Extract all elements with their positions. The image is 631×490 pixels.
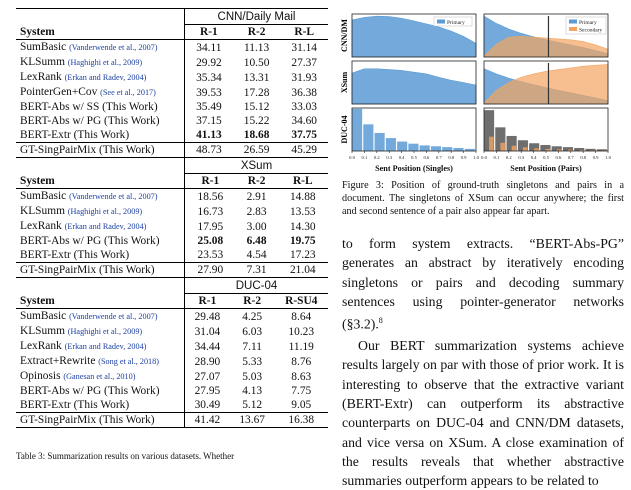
row-label: DUC-04 bbox=[340, 115, 349, 144]
score-cell: 34.60 bbox=[291, 115, 318, 127]
x-tick-label: 0.3 bbox=[518, 155, 525, 160]
system-cell bbox=[16, 354, 185, 369]
table-row bbox=[16, 324, 328, 339]
score-cell: 8.76 bbox=[291, 355, 312, 368]
system-name: KLSumm bbox=[20, 325, 65, 337]
metric-header: R-SU4 bbox=[275, 294, 329, 309]
x-tick-label: 0.1 bbox=[361, 155, 368, 160]
citation: (Haghighi et al., 2009) bbox=[67, 207, 143, 216]
score-cell: 19.75 bbox=[289, 235, 316, 247]
system-name: SumBasic bbox=[20, 190, 67, 202]
score-cell: 7.11 bbox=[242, 340, 262, 353]
system-cell bbox=[16, 70, 185, 85]
paragraph-1-text: to form system extracts. “BERT-Abs-PG” generates an abstract by iteratively encoding singletons or pairs and decoding summary sentences using pointer-generator networks (§3.2). bbox=[342, 236, 624, 332]
x-axis-label-singles: Sent Position (Singles) bbox=[375, 164, 453, 173]
gt-system: GT-SingPairMix (This Work) bbox=[16, 143, 185, 158]
gt-score: 26.59 bbox=[233, 143, 281, 158]
x-tick-label: 0.7 bbox=[435, 155, 442, 160]
metric-header: R-1 bbox=[185, 174, 236, 189]
score-cell: 29.48 bbox=[194, 310, 221, 323]
score-cell: 5.12 bbox=[230, 398, 275, 413]
score-cell: 2.83 bbox=[246, 205, 267, 218]
header-row bbox=[16, 25, 328, 40]
x-tick-label: 1.0 bbox=[605, 155, 611, 160]
score-cell: 27.07 bbox=[194, 370, 221, 383]
x-tick-label: 0.6 bbox=[423, 155, 430, 160]
body-text bbox=[342, 234, 624, 490]
metric-header: R-2 bbox=[236, 174, 278, 189]
system-cell bbox=[16, 55, 185, 70]
system-name: BERT-Abs w/ PG (This Work) bbox=[20, 235, 160, 247]
system-name: BERT-Abs w/ PG (This Work) bbox=[20, 115, 160, 127]
gt-score: 41.42 bbox=[185, 413, 230, 428]
score-cell: 2.91 bbox=[246, 190, 267, 203]
score-cell: 31.14 bbox=[291, 41, 318, 54]
system-cell bbox=[16, 100, 185, 114]
score-cell: 7.75 bbox=[291, 385, 312, 397]
histogram-bar bbox=[397, 142, 407, 151]
score-cell: 10.23 bbox=[288, 325, 315, 338]
score-cell: 37.75 bbox=[280, 128, 328, 143]
score-cell: 5.03 bbox=[242, 370, 263, 383]
system-name: LexRank bbox=[20, 220, 62, 232]
system-name: KLSumm bbox=[20, 205, 65, 217]
x-tick-label: 1.0 bbox=[473, 155, 479, 160]
score-cell: 13.31 bbox=[243, 71, 270, 84]
x-tick-label: 0.3 bbox=[386, 155, 393, 160]
score-cell: 27.95 bbox=[194, 385, 221, 397]
position-chart bbox=[338, 12, 625, 177]
table-row bbox=[16, 398, 328, 413]
score-cell: 17.23 bbox=[278, 248, 328, 263]
score-cell: 39.53 bbox=[196, 86, 222, 99]
gt-row bbox=[16, 143, 328, 158]
histogram-bar bbox=[442, 147, 452, 151]
score-cell: 9.05 bbox=[275, 398, 329, 413]
system-header: System bbox=[16, 174, 185, 189]
gt-score: 7.31 bbox=[236, 263, 278, 278]
score-cell: 3.00 bbox=[246, 220, 267, 233]
score-cell: 35.49 bbox=[196, 101, 222, 113]
system-cell bbox=[16, 234, 185, 248]
system-name: PointerGen+Cov bbox=[20, 86, 98, 98]
x-tick-label: 0.8 bbox=[580, 155, 587, 160]
system-name: LexRank bbox=[20, 71, 62, 83]
histogram-bar bbox=[363, 124, 373, 151]
gt-row bbox=[16, 263, 328, 278]
system-cell bbox=[16, 248, 185, 263]
score-cell: 34.11 bbox=[196, 41, 222, 54]
x-tick-label: 0.5 bbox=[411, 155, 417, 160]
legend-label-secondary: Secondary bbox=[579, 27, 603, 34]
dataset-row bbox=[16, 158, 328, 174]
system-cell bbox=[16, 128, 185, 143]
metric-header: R-1 bbox=[185, 294, 230, 309]
row-label: CNN/DM bbox=[340, 19, 349, 52]
system-cell bbox=[16, 189, 185, 205]
system-cell bbox=[16, 369, 185, 384]
x-tick-label: 0.0 bbox=[481, 155, 487, 160]
figure-3 bbox=[338, 12, 625, 182]
dataset-spacer bbox=[16, 158, 185, 174]
results-table-1 bbox=[16, 158, 328, 278]
table-row bbox=[16, 309, 328, 325]
legend-label-primary: Primary bbox=[579, 20, 597, 26]
table-row bbox=[16, 204, 328, 219]
table-row bbox=[16, 219, 328, 234]
dataset-name: DUC-04 bbox=[185, 278, 329, 294]
score-cell: 10.50 bbox=[243, 56, 270, 69]
score-cell: 17.28 bbox=[243, 86, 270, 99]
histogram-bar-secondary bbox=[512, 146, 517, 151]
system-header: System bbox=[16, 25, 185, 40]
score-cell: 5.33 bbox=[242, 355, 263, 368]
table-row bbox=[16, 234, 328, 248]
citation: (Vanderwende et al., 2007) bbox=[69, 312, 158, 321]
metric-header: R-2 bbox=[233, 25, 281, 40]
table-row bbox=[16, 339, 328, 354]
table-row bbox=[16, 384, 328, 398]
histogram-bar bbox=[431, 146, 441, 151]
histogram-bar-secondary bbox=[489, 137, 494, 151]
system-header: System bbox=[16, 294, 185, 309]
gt-system: GT-SingPairMix (This Work) bbox=[16, 413, 185, 428]
table-row bbox=[16, 128, 328, 143]
table-row bbox=[16, 85, 328, 100]
score-cell: 13.53 bbox=[289, 205, 316, 218]
table-row bbox=[16, 70, 328, 85]
paragraph-2: Our BERT summarization systems achieve results largely on par with those of prior work. It is interesting to observe that the extractive variant (BERT-Extr) can outperform its abstractive counterparts on DUC-04 and CNN/DM datasets, and vice versa on XSum. A close examination of the results reveals that whether abstractive summaries outperform appears to be related to bbox=[342, 338, 624, 489]
system-name: BERT-Extr (This Work) bbox=[20, 249, 130, 261]
system-name: BERT-Abs w/ PG (This Work) bbox=[20, 385, 160, 397]
score-cell: 25.08 bbox=[197, 235, 224, 247]
system-cell bbox=[16, 384, 185, 398]
metric-header: R-L bbox=[278, 174, 328, 189]
system-cell bbox=[16, 339, 185, 354]
score-cell: 8.64 bbox=[291, 310, 312, 323]
citation: (Vanderwende et al., 2007) bbox=[69, 43, 158, 52]
system-cell bbox=[16, 398, 185, 413]
header-row bbox=[16, 174, 328, 189]
score-cell: 8.63 bbox=[291, 370, 312, 383]
system-name: BERT-Extr (This Work) bbox=[20, 399, 130, 411]
system-cell bbox=[16, 85, 185, 100]
dataset-row bbox=[16, 278, 328, 294]
score-cell: 36.38 bbox=[291, 86, 318, 99]
legend-label-primary: Primary bbox=[447, 20, 465, 26]
dataset-spacer bbox=[16, 9, 185, 25]
system-cell bbox=[16, 324, 185, 339]
metric-header: R-L bbox=[280, 25, 328, 40]
score-cell: 29.92 bbox=[196, 56, 222, 69]
histogram-bar-secondary bbox=[523, 147, 528, 151]
system-name: Opinosis bbox=[20, 370, 61, 382]
footnote-marker: 8 bbox=[378, 316, 383, 326]
table-row bbox=[16, 55, 328, 70]
header-row bbox=[16, 294, 328, 309]
histogram-bar bbox=[352, 109, 362, 151]
citation: (Ganesan et al., 2010) bbox=[63, 372, 136, 381]
system-name: KLSumm bbox=[20, 56, 65, 68]
score-cell: 15.22 bbox=[243, 115, 270, 127]
score-cell: 11.13 bbox=[243, 41, 270, 54]
score-cell: 31.93 bbox=[291, 71, 318, 84]
dataset-name: CNN/Daily Mail bbox=[185, 9, 329, 25]
gt-score: 21.04 bbox=[278, 263, 328, 278]
dataset-name: XSum bbox=[185, 158, 329, 174]
gt-score: 13.67 bbox=[230, 413, 275, 428]
x-tick-label: 0.7 bbox=[567, 155, 574, 160]
score-cell: 6.48 bbox=[246, 235, 267, 247]
score-cell: 16.73 bbox=[197, 205, 224, 218]
score-cell: 23.53 bbox=[185, 248, 236, 263]
score-cell: 11.19 bbox=[288, 340, 314, 353]
score-cell: 27.37 bbox=[291, 56, 318, 69]
system-cell bbox=[16, 204, 185, 219]
system-name: SumBasic bbox=[20, 310, 67, 322]
score-cell: 31.04 bbox=[194, 325, 221, 338]
system-name: BERT-Abs w/ SS (This Work) bbox=[20, 101, 158, 113]
score-cell: 4.25 bbox=[242, 310, 263, 323]
score-cell: 33.03 bbox=[291, 101, 318, 113]
legend-swatch-primary bbox=[437, 20, 445, 24]
x-tick-label: 0.8 bbox=[448, 155, 455, 160]
results-tables bbox=[16, 8, 328, 428]
citation: (Haghighi et al., 2009) bbox=[67, 58, 143, 67]
histogram-bar bbox=[420, 145, 430, 151]
score-cell: 18.68 bbox=[233, 128, 281, 143]
table-row bbox=[16, 100, 328, 114]
table-row bbox=[16, 248, 328, 263]
score-cell: 4.13 bbox=[242, 385, 263, 397]
score-cell: 17.95 bbox=[197, 220, 224, 233]
table-row bbox=[16, 114, 328, 128]
x-tick-label: 0.6 bbox=[555, 155, 562, 160]
gt-score: 16.38 bbox=[275, 413, 329, 428]
score-cell: 28.90 bbox=[194, 355, 221, 368]
score-cell: 4.54 bbox=[236, 248, 278, 263]
system-name: LexRank bbox=[20, 340, 62, 352]
system-cell bbox=[16, 219, 185, 234]
x-axis-label-pairs: Sent Position (Pairs) bbox=[510, 164, 582, 173]
histogram-bar-secondary bbox=[500, 143, 505, 151]
gt-row bbox=[16, 413, 328, 428]
x-tick-label: 0.5 bbox=[543, 155, 549, 160]
system-cell bbox=[16, 114, 185, 128]
x-tick-label: 0.9 bbox=[460, 155, 467, 160]
citation: (Vanderwende et al., 2007) bbox=[69, 192, 158, 201]
table-row bbox=[16, 40, 328, 56]
metric-header: R-1 bbox=[185, 25, 233, 40]
score-cell: 34.44 bbox=[194, 340, 221, 353]
score-cell: 18.56 bbox=[197, 190, 224, 203]
histogram-bar-secondary bbox=[534, 148, 539, 151]
system-cell bbox=[16, 309, 185, 325]
histogram-bar bbox=[375, 133, 385, 151]
metric-header: R-2 bbox=[230, 294, 275, 309]
score-cell: 30.49 bbox=[185, 398, 230, 413]
results-table-2 bbox=[16, 278, 328, 428]
table-caption: Table 3: Summarization results on various datasets. Whether bbox=[16, 451, 235, 461]
paragraph-1 bbox=[342, 234, 624, 334]
score-cell: 41.13 bbox=[185, 128, 233, 143]
legend-swatch-primary bbox=[569, 20, 577, 24]
x-tick-label: 0.0 bbox=[349, 155, 355, 160]
citation: (See et al., 2017) bbox=[100, 88, 156, 97]
row-label: XSum bbox=[340, 71, 349, 94]
histogram-bar bbox=[386, 138, 396, 151]
gt-system: GT-SingPairMix (This Work) bbox=[16, 263, 185, 278]
system-name: SumBasic bbox=[20, 41, 67, 53]
gt-score: 45.29 bbox=[280, 143, 328, 158]
legend-swatch-secondary bbox=[569, 27, 577, 31]
gt-score: 48.73 bbox=[185, 143, 233, 158]
histogram-bar bbox=[453, 148, 463, 151]
citation: (Haghighi et al., 2009) bbox=[67, 327, 143, 336]
dataset-row bbox=[16, 9, 328, 25]
system-name: Extract+Rewrite bbox=[20, 355, 96, 367]
x-tick-label: 0.9 bbox=[592, 155, 599, 160]
score-cell: 14.30 bbox=[289, 220, 316, 233]
dataset-spacer bbox=[16, 278, 185, 294]
x-tick-label: 0.1 bbox=[493, 155, 500, 160]
citation: (Erkan and Radev, 2004) bbox=[64, 73, 147, 82]
citation: (Erkan and Radev, 2004) bbox=[64, 342, 147, 351]
figure-caption: Figure 3: Position of ground-truth singletons and pairs in a document. The singletons of XSum can occur anywhere; the first and second sentence of a pair also appear far apart. bbox=[342, 180, 624, 217]
x-tick-label: 0.4 bbox=[530, 155, 537, 160]
table-row bbox=[16, 354, 328, 369]
citation: (Erkan and Radev, 2004) bbox=[64, 222, 147, 231]
score-cell: 14.88 bbox=[289, 190, 316, 203]
score-cell: 35.34 bbox=[196, 71, 222, 84]
system-cell bbox=[16, 40, 185, 56]
system-name: BERT-Extr (This Work) bbox=[20, 129, 130, 141]
table-row bbox=[16, 189, 328, 205]
gt-score: 27.90 bbox=[185, 263, 236, 278]
table-row bbox=[16, 369, 328, 384]
x-tick-label: 0.2 bbox=[373, 155, 380, 160]
score-cell: 15.12 bbox=[243, 101, 270, 113]
score-cell: 37.15 bbox=[196, 115, 222, 127]
histogram-bar bbox=[408, 144, 418, 151]
x-tick-label: 0.2 bbox=[505, 155, 512, 160]
x-tick-label: 0.4 bbox=[398, 155, 405, 160]
results-table-0 bbox=[16, 8, 328, 158]
score-cell: 6.03 bbox=[242, 325, 263, 338]
citation: (Song et al., 2018) bbox=[98, 357, 159, 366]
